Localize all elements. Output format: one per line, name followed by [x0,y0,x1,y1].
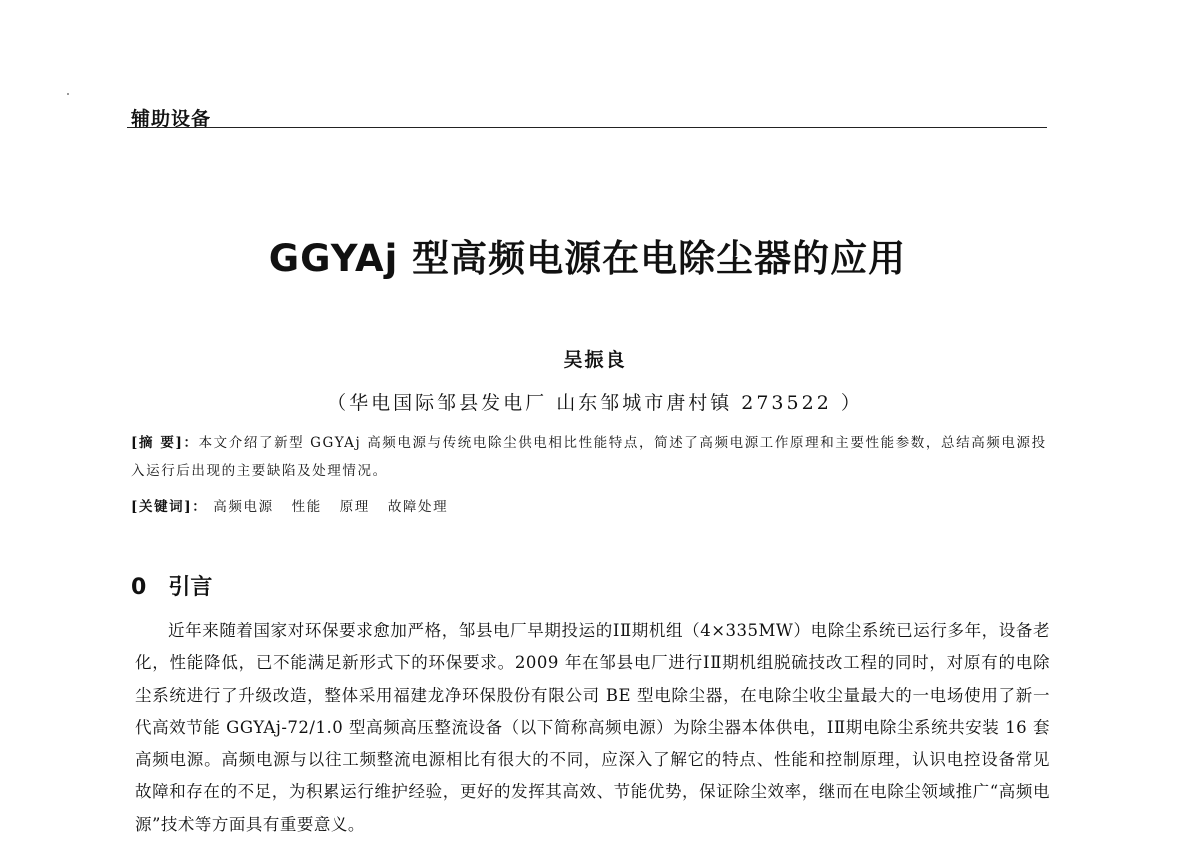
abstract [131,429,1051,485]
keywords-label: [关键词]： [131,499,208,515]
article-title: GGYAj 型高频电源在电除尘器的应用 [268,237,907,280]
section-heading [131,570,212,601]
abstract-text: 本文介绍了新型 GGYAj 高频电源与传统电除尘供电相比性能特点，简述了高频电源工作原理和主要性能参数，总结高频电源投入运行后出现的主要缺陷及处理情况。 [131,435,1047,479]
keyword: 原理 [339,499,370,515]
keyword: 故障处理 [387,499,449,515]
keyword: 性能 [291,499,322,515]
author-name: 吴振良 [563,349,627,371]
keyword: 高频电源 [213,499,274,515]
body-paragraph: 近年来随着国家对环保要求愈加严格，邹县电厂早期投运的ⅠⅡ期机组（4×335MW）电除尘系统已运行多年，设备老化，性能降低，已不能满足新形式下的环保要求。2009 年在邹县电厂进行ⅠⅡ期机组脱硫技改工程的同时，对原有的电除尘系统进行了升级改造，整体采用福建龙净环保股份有限公司 BE 型电除尘器，在电除尘收尘量最大的一电场使用了新一代高效节能 GGYAj-72/1.0 型高频高压整流设备（以下简称高频电源）为除尘器本体供电，ⅠⅡ期电除尘系统共安装 16 套高频电源。高频电源与以往工频整流电源相比有很大的不同，应深入了解它的特点、性能和控制原理，认识电控设备常见故障和存在的不足，为积累运行维护经验，更好的发挥其高效、节能优势，保证除尘效率，继而在电除尘领域推广“高频电源”技术等方面具有重要意义。 [135,621,1050,834]
keywords [131,495,1051,515]
section-title: 引言 [168,575,213,600]
author-affiliation: （华电国际邹县发电厂 山东邹城市唐村镇 273522 ） [327,392,863,414]
abstract-label: [摘 要]： [131,435,199,451]
section-number: 0 [131,575,147,600]
scan-speck [67,93,69,95]
header-rule [127,127,1047,128]
section-tag: 辅助设备 [131,108,212,130]
